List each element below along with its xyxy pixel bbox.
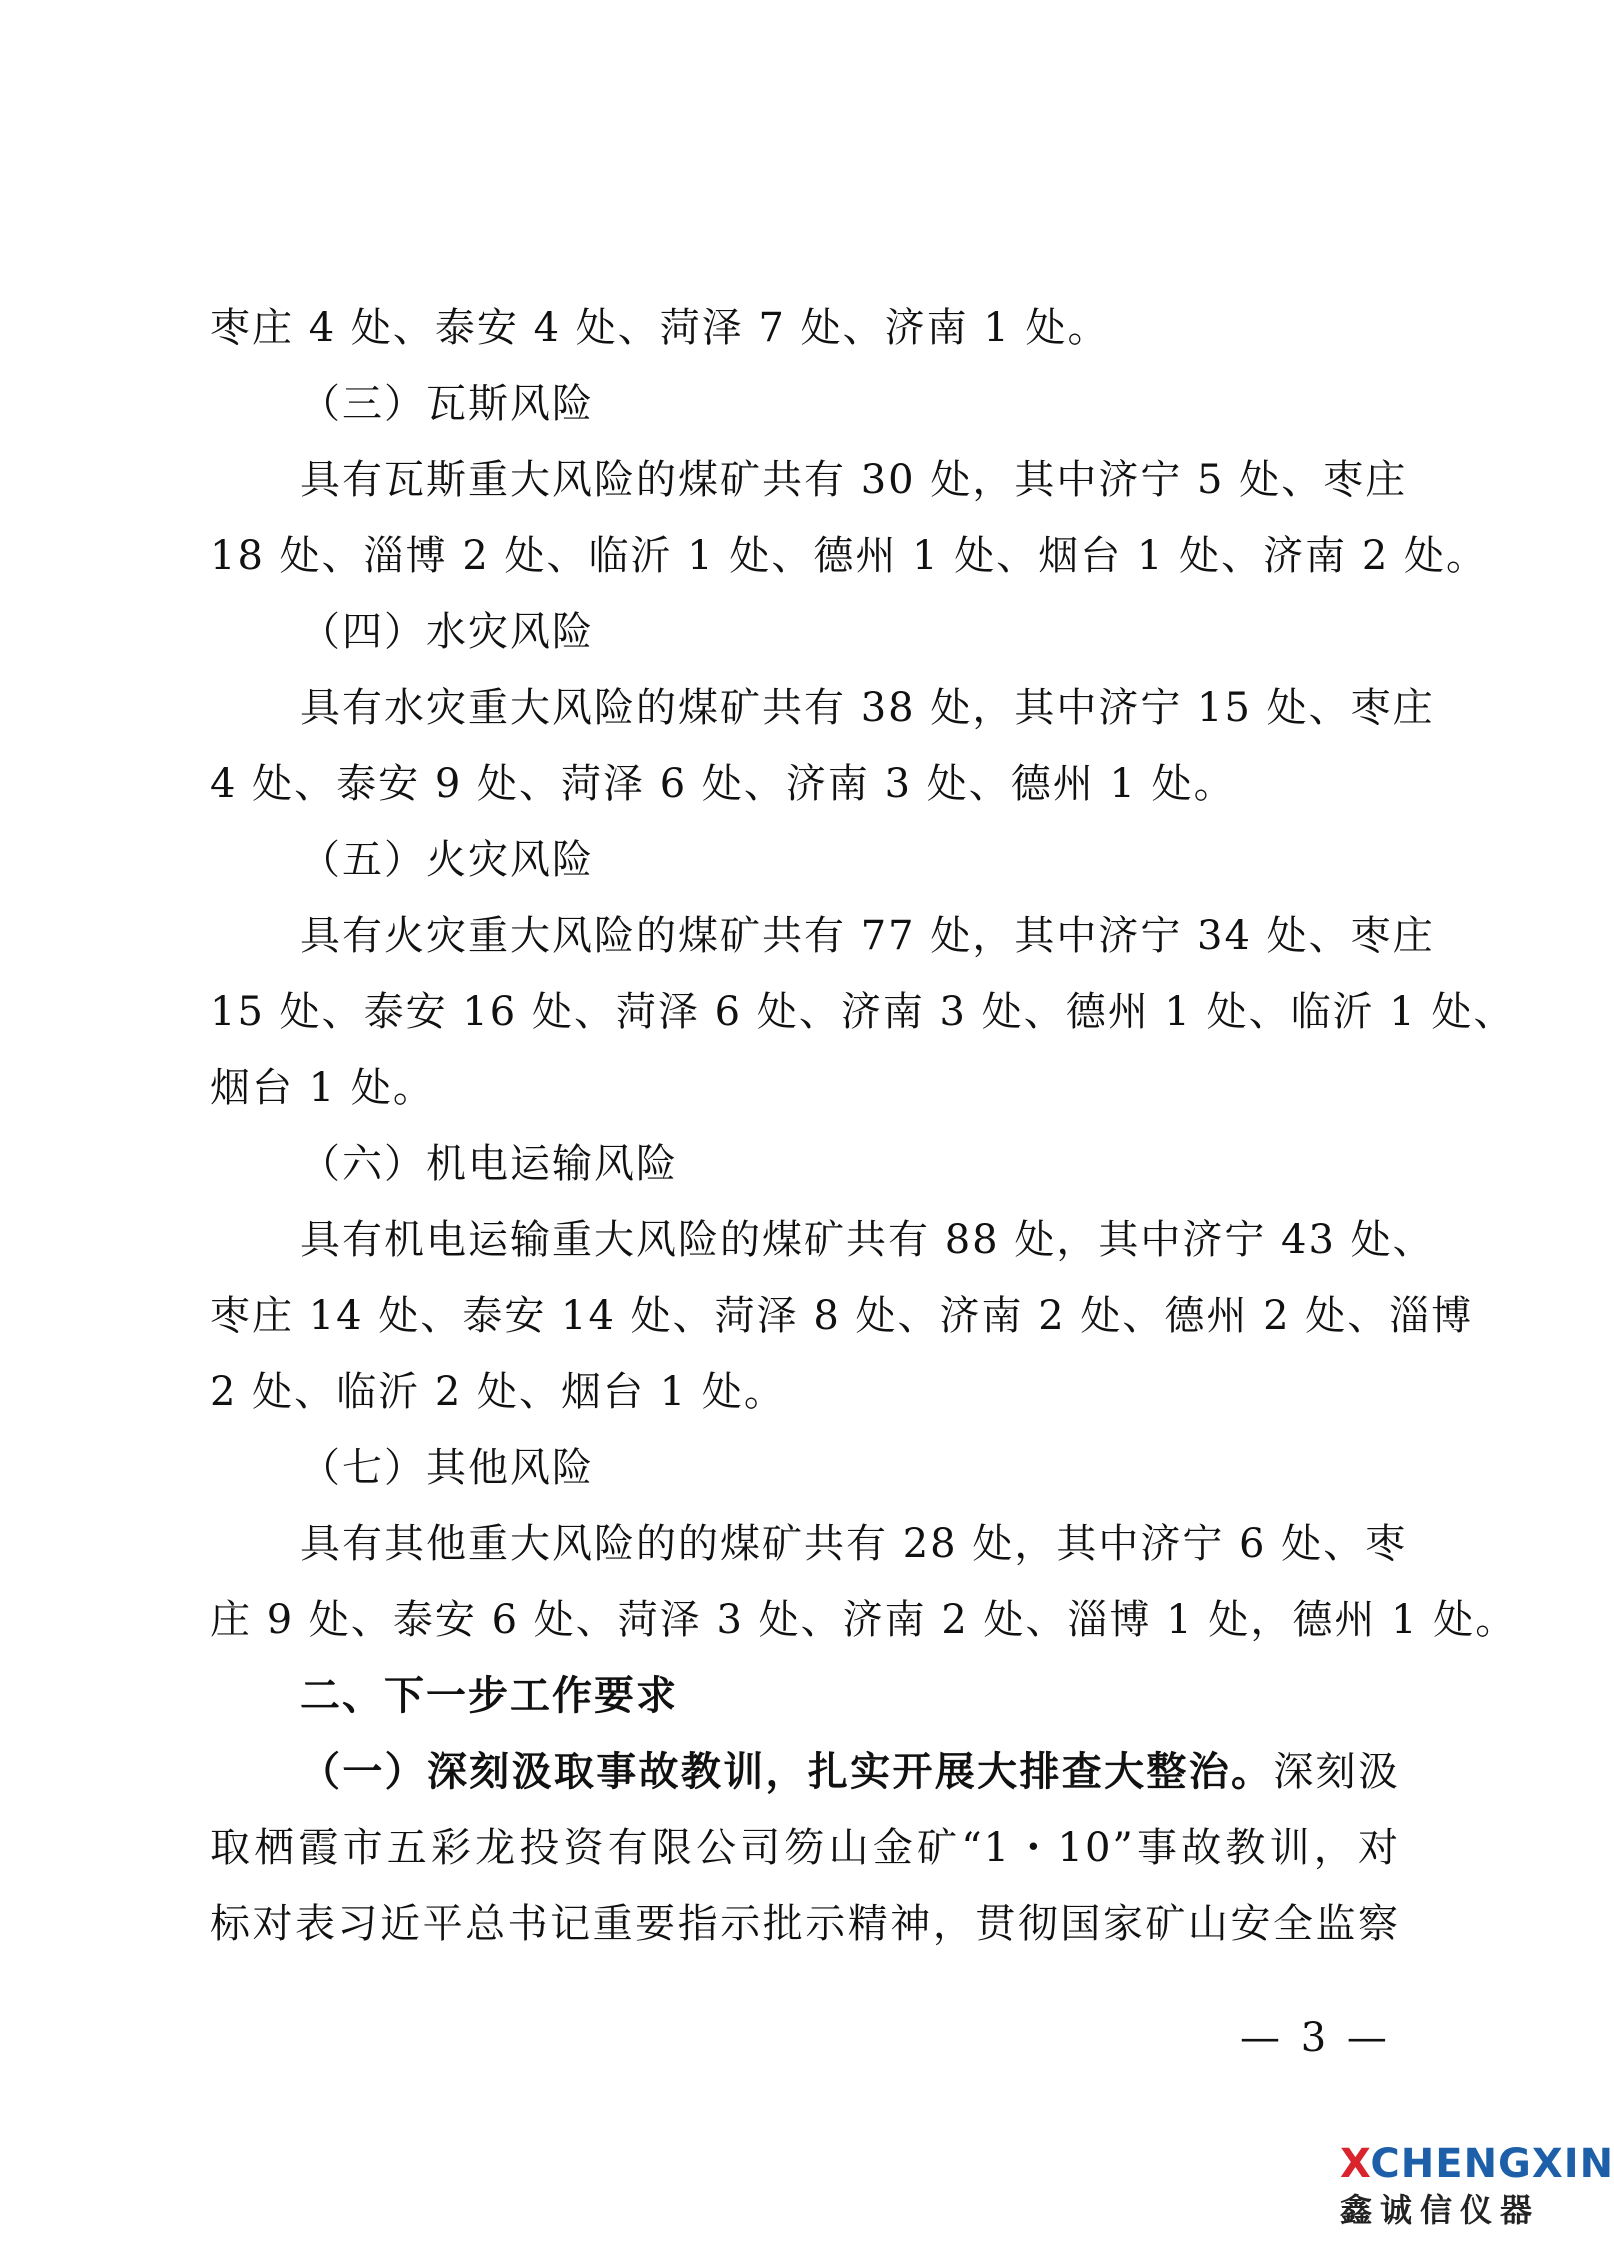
body-line: 具有瓦斯重大风险的煤矿共有 30 处，其中济宁 5 处、枣庄 [300,457,1408,503]
body-line: 18 处、淄博 2 处、临沂 1 处、德州 1 处、烟台 1 处、济南 2 处。 [210,533,1489,579]
watermark-latin [1340,2140,1614,2188]
body-line: 烟台 1 处。 [210,1065,435,1111]
subsection-heading-flood: （四）水灾风险 [300,609,594,655]
section-heading-next-steps: 二、下一步工作要求 [300,1673,678,1719]
watermark-logo [1340,2140,1614,2235]
watermark-chinese: 鑫诚信仪器 [1340,2191,1541,2229]
watermark-latin-rest: CHENGXIN [1370,2141,1614,2187]
paragraph-text: 深刻汲 [1273,1749,1400,1795]
body-line: 2 处、临沂 2 处、烟台 1 处。 [210,1369,786,1415]
body-line: 4 处、泰安 9 处、菏泽 6 处、济南 3 处、德州 1 处。 [210,761,1236,807]
subsection-heading-other: （七）其他风险 [300,1445,594,1491]
subsection-heading-gas: （三）瓦斯风险 [300,381,594,427]
watermark-x-letter: X [1340,2141,1371,2187]
body-line: 取栖霞市五彩龙投资有限公司笏山金矿“1・10”事故教训，对 [210,1825,1400,1871]
paragraph-lead: （一）深刻汲取事故教训，扎实开展大排查大整治。 [300,1749,1274,1795]
body-line: 标对表习近平总书记重要指示批示精神，贯彻国家矿山安全监察 [210,1901,1400,1947]
body-line: 枣庄 14 处、泰安 14 处、菏泽 8 处、济南 2 处、德州 2 处、淄博 [210,1293,1474,1339]
subsection-heading-electromechanical: （六）机电运输风险 [300,1141,678,1187]
body-line: 庄 9 处、泰安 6 处、菏泽 3 处、济南 2 处、淄博 1 处，德州 1 处。 [210,1597,1518,1643]
body-line: 具有机电运输重大风险的煤矿共有 88 处，其中济宁 43 处、 [300,1217,1435,1263]
body-line: 具有其他重大风险的的煤矿共有 28 处，其中济宁 6 处、枣 [300,1521,1408,1567]
body-line: 具有火灾重大风险的煤矿共有 77 处，其中济宁 34 处、枣庄 [300,913,1435,959]
body-line [300,1744,1400,1800]
body-line: 枣庄 4 处、泰安 4 处、菏泽 7 处、济南 1 处。 [210,305,1110,351]
body-line: 15 处、泰安 16 处、菏泽 6 处、济南 3 处、德州 1 处、临沂 1 处、 [210,989,1516,1035]
subsection-heading-fire: （五）火灾风险 [300,837,594,883]
body-line: 具有水灾重大风险的煤矿共有 38 处，其中济宁 15 处、枣庄 [300,685,1435,731]
page-number: — 3 — [1240,2015,1391,2061]
